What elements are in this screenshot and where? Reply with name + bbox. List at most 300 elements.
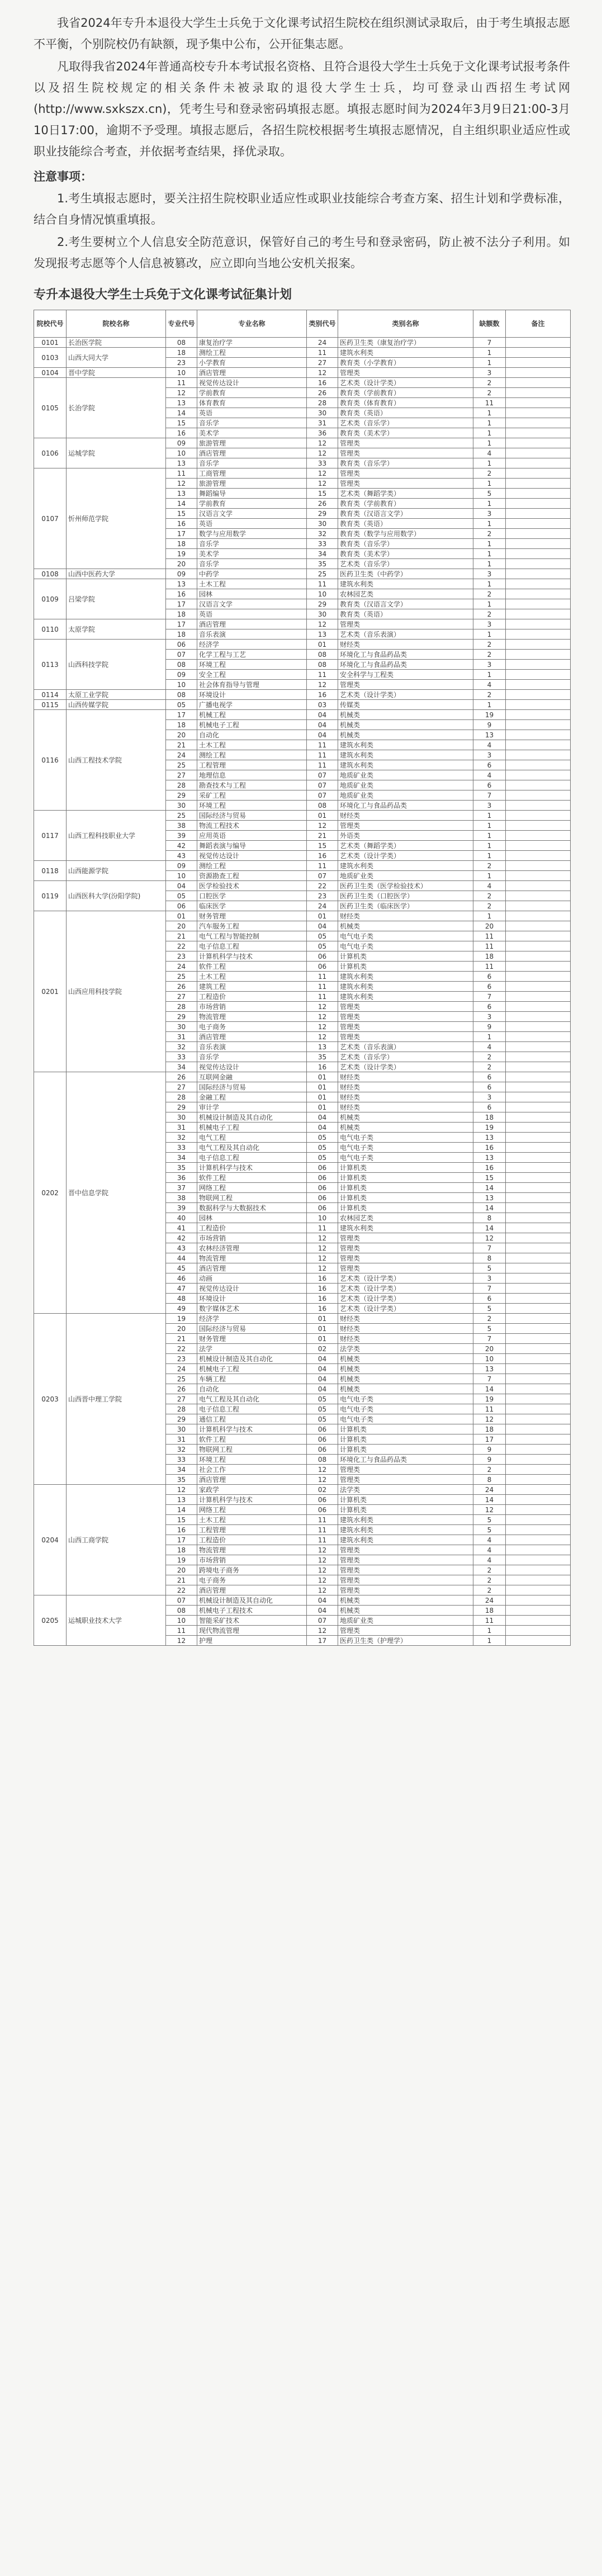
category-code-cell: 04: [307, 1354, 338, 1364]
major-name-cell: 舞蹈表演与编导: [197, 841, 307, 851]
major-name-cell: 酒店管理: [197, 1475, 307, 1485]
major-code-cell: 33: [166, 1455, 197, 1465]
vacancies-cell: 6: [473, 972, 506, 982]
vacancies-cell: 3: [473, 1012, 506, 1022]
category-code-cell: 12: [307, 1002, 338, 1012]
remarks-cell: [506, 1314, 571, 1324]
major-name-cell: 国际经济与贸易: [197, 1324, 307, 1334]
school-name-cell: 太原工业学院: [67, 690, 166, 700]
vacancies-cell: 8: [473, 1475, 506, 1485]
remarks-cell: [506, 921, 571, 931]
major-name-cell: 土木工程: [197, 579, 307, 589]
category-code-cell: 12: [307, 1022, 338, 1032]
vacancies-cell: 13: [473, 1193, 506, 1203]
school-name-cell: 山西传媒学院: [67, 700, 166, 710]
major-code-cell: 26: [166, 982, 197, 992]
major-code-cell: 18: [166, 720, 197, 730]
category-code-cell: 26: [307, 499, 338, 509]
category-name-cell: 教育类（学前教育）: [338, 388, 473, 398]
major-name-cell: 社会体育指导与管理: [197, 680, 307, 690]
remarks-cell: [506, 1273, 571, 1284]
major-code-cell: 28: [166, 780, 197, 790]
vacancies-cell: 9: [473, 1455, 506, 1465]
vacancies-cell: 4: [473, 680, 506, 690]
category-code-cell: 05: [307, 1133, 338, 1143]
major-code-cell: 36: [166, 1173, 197, 1183]
vacancies-cell: 1: [473, 418, 506, 428]
major-name-cell: 舞蹈编导: [197, 489, 307, 499]
remarks-cell: [506, 821, 571, 831]
remarks-cell: [506, 801, 571, 811]
category-code-cell: 11: [307, 982, 338, 992]
major-code-cell: 09: [166, 670, 197, 680]
school-name-cell: 忻州师范学院: [67, 468, 166, 569]
major-code-cell: 13: [166, 458, 197, 468]
major-code-cell: 42: [166, 841, 197, 851]
category-name-cell: 地质矿业类: [338, 871, 473, 881]
major-name-cell: 旅游管理: [197, 438, 307, 448]
major-name-cell: 互联网金融: [197, 1072, 307, 1082]
remarks-cell: [506, 1394, 571, 1404]
vacancies-cell: 1: [473, 559, 506, 569]
category-name-cell: 教育类（英语）: [338, 609, 473, 619]
vacancies-cell: 16: [473, 1143, 506, 1153]
major-name-cell: 工程管理: [197, 1525, 307, 1535]
major-name-cell: 智能采矿技术: [197, 1616, 307, 1626]
remarks-cell: [506, 1364, 571, 1374]
vacancies-cell: 7: [473, 1284, 506, 1294]
major-name-cell: 护理: [197, 1636, 307, 1646]
major-code-cell: 12: [166, 388, 197, 398]
category-code-cell: 06: [307, 1173, 338, 1183]
major-code-cell: 14: [166, 1505, 197, 1515]
remarks-cell: [506, 1555, 571, 1565]
vacancies-cell: 9: [473, 1445, 506, 1455]
vacancies-cell: 2: [473, 609, 506, 619]
category-code-cell: 11: [307, 1223, 338, 1233]
category-name-cell: 艺术类（设计学类）: [338, 851, 473, 861]
remarks-cell: [506, 579, 571, 589]
major-code-cell: 42: [166, 1233, 197, 1243]
category-name-cell: 管理类: [338, 1022, 473, 1032]
vacancies-cell: 1: [473, 458, 506, 468]
vacancies-cell: 6: [473, 1102, 506, 1112]
major-name-cell: 网络工程: [197, 1505, 307, 1515]
category-code-cell: 06: [307, 1495, 338, 1505]
category-name-cell: 传媒类: [338, 700, 473, 710]
category-name-cell: 管理类: [338, 468, 473, 479]
major-code-cell: 24: [166, 750, 197, 760]
major-code-cell: 13: [166, 579, 197, 589]
major-name-cell: 环境工程: [197, 801, 307, 811]
major-code-cell: 35: [166, 1475, 197, 1485]
vacancies-cell: 2: [473, 468, 506, 479]
category-name-cell: 机械类: [338, 1112, 473, 1123]
category-name-cell: 教育类（小学教育）: [338, 358, 473, 368]
major-name-cell: 市场营销: [197, 1002, 307, 1012]
major-name-cell: 电气工程与智能控制: [197, 931, 307, 941]
category-name-cell: 财经类: [338, 1082, 473, 1092]
vacancies-cell: 3: [473, 569, 506, 579]
remarks-cell: [506, 851, 571, 861]
category-name-cell: 计算机类: [338, 951, 473, 962]
remarks-cell: [506, 1193, 571, 1203]
intro-paragraph-1: 我省2024年专升本退役大学生士兵免于文化课考试招生院校在组织测试录取后，由于考生填报志愿不平衡，个别院校仍有缺额，现予集中公布，公开征集志愿。: [34, 16, 570, 51]
major-code-cell: 38: [166, 1193, 197, 1203]
major-name-cell: 工商管理: [197, 468, 307, 479]
major-name-cell: 工程造价: [197, 992, 307, 1002]
category-name-cell: 管理类: [338, 1475, 473, 1485]
major-code-cell: 39: [166, 1203, 197, 1213]
major-name-cell: 测绘工程: [197, 861, 307, 871]
vacancies-cell: 13: [473, 1133, 506, 1143]
vacancies-cell: 14: [473, 1384, 506, 1394]
category-code-cell: 12: [307, 479, 338, 489]
school-code-cell: 0201: [34, 911, 67, 1072]
major-code-cell: 17: [166, 599, 197, 609]
remarks-cell: [506, 690, 571, 700]
major-name-cell: 物联网工程: [197, 1445, 307, 1455]
major-code-cell: 35: [166, 1163, 197, 1173]
school-code-cell: 0103: [34, 348, 67, 368]
major-name-cell: 康复治疗学: [197, 338, 307, 348]
remarks-cell: [506, 1414, 571, 1424]
major-code-cell: 15: [166, 418, 197, 428]
category-code-cell: 23: [307, 891, 338, 901]
category-code-cell: 05: [307, 1414, 338, 1424]
category-name-cell: 电气电子类: [338, 931, 473, 941]
school-code-cell: 0204: [34, 1485, 67, 1595]
vacancies-cell: 19: [473, 1394, 506, 1404]
category-code-cell: 29: [307, 599, 338, 609]
major-name-cell: 安全工程: [197, 670, 307, 680]
major-code-cell: 33: [166, 1052, 197, 1062]
remarks-cell: [506, 388, 571, 398]
category-name-cell: 财经类: [338, 1324, 473, 1334]
category-name-cell: 财经类: [338, 811, 473, 821]
vacancies-cell: 14: [473, 1203, 506, 1213]
vacancies-cell: 2: [473, 1052, 506, 1062]
vacancies-cell: 6: [473, 1002, 506, 1012]
vacancies-cell: 6: [473, 1082, 506, 1092]
remarks-cell: [506, 730, 571, 740]
category-code-cell: 11: [307, 1515, 338, 1525]
category-name-cell: 管理类: [338, 680, 473, 690]
category-code-cell: 35: [307, 1052, 338, 1062]
note-1: 1.考生填报志愿时，要关注招生院校职业适应性或职业技能综合考查方案、招生计划和学费标准，结合自身情况慎重填报。: [34, 192, 570, 226]
category-name-cell: 环境化工与食品药品类: [338, 660, 473, 670]
vacancies-cell: 3: [473, 1273, 506, 1284]
major-code-cell: 21: [166, 1575, 197, 1585]
vacancies-cell: 4: [473, 1555, 506, 1565]
category-name-cell: 建筑水利类: [338, 982, 473, 992]
school-name-cell: 山西工程技术学院: [67, 710, 166, 811]
category-code-cell: 13: [307, 629, 338, 640]
category-code-cell: 01: [307, 1324, 338, 1334]
category-name-cell: 教育类（英语）: [338, 519, 473, 529]
category-code-cell: 11: [307, 740, 338, 750]
remarks-cell: [506, 1334, 571, 1344]
remarks-cell: [506, 1203, 571, 1213]
table-row: [34, 1314, 571, 1324]
major-code-cell: 14: [166, 499, 197, 509]
remarks-cell: [506, 499, 571, 509]
major-name-cell: 口腔医学: [197, 891, 307, 901]
school-name-cell: 长治学院: [67, 378, 166, 438]
category-code-cell: 06: [307, 1183, 338, 1193]
major-code-cell: 31: [166, 1434, 197, 1445]
vacancies-cell: 1: [473, 519, 506, 529]
major-name-cell: 机械电子工程: [197, 720, 307, 730]
category-code-cell: 11: [307, 348, 338, 358]
vacancies-cell: 5: [473, 489, 506, 499]
remarks-cell: [506, 982, 571, 992]
major-code-cell: 05: [166, 891, 197, 901]
remarks-cell: [506, 1173, 571, 1183]
category-code-cell: 16: [307, 1062, 338, 1072]
vacancies-cell: 1: [473, 911, 506, 921]
category-code-cell: 07: [307, 790, 338, 801]
vacancies-cell: 1: [473, 871, 506, 881]
vacancies-cell: 1: [473, 811, 506, 821]
major-name-cell: 资源勘查工程: [197, 871, 307, 881]
major-name-cell: 电子商务: [197, 1022, 307, 1032]
vacancies-cell: 2: [473, 1465, 506, 1475]
notes-title: 注意事项：: [34, 170, 92, 183]
major-code-cell: 20: [166, 730, 197, 740]
category-name-cell: 建筑水利类: [338, 861, 473, 871]
table-title: 专升本退役大学生士兵免于文化课考试征集计划: [34, 288, 292, 302]
vacancies-cell: 11: [473, 941, 506, 951]
category-code-cell: 16: [307, 690, 338, 700]
major-code-cell: 18: [166, 609, 197, 619]
category-name-cell: 教育类（数学与应用数学）: [338, 529, 473, 539]
category-name-cell: 计算机类: [338, 1203, 473, 1213]
category-name-cell: 艺术类（设计学类）: [338, 1304, 473, 1314]
major-name-cell: 环境设计: [197, 1294, 307, 1304]
major-code-cell: 21: [166, 740, 197, 750]
school-code-cell: 0108: [34, 569, 67, 579]
major-name-cell: 环境工程: [197, 660, 307, 670]
vacancies-cell: 2: [473, 1565, 506, 1575]
category-name-cell: 教育类（汉语言文学）: [338, 599, 473, 609]
major-code-cell: 09: [166, 861, 197, 871]
major-code-cell: 37: [166, 1183, 197, 1193]
category-name-cell: 教育类（美术学）: [338, 428, 473, 438]
table-row: [34, 811, 571, 821]
header-school-code: 院校代号: [34, 310, 67, 338]
major-name-cell: 广播电视学: [197, 700, 307, 710]
remarks-cell: [506, 750, 571, 760]
vacancies-cell: 2: [473, 891, 506, 901]
category-name-cell: 电气电子类: [338, 1143, 473, 1153]
major-name-cell: 酒店管理: [197, 1263, 307, 1273]
major-name-cell: 工程造价: [197, 1535, 307, 1545]
major-code-cell: 46: [166, 1273, 197, 1284]
major-name-cell: 视觉传达设计: [197, 851, 307, 861]
remarks-cell: [506, 901, 571, 911]
school-name-cell: 运城学院: [67, 438, 166, 468]
major-code-cell: 07: [166, 1595, 197, 1606]
vacancies-cell: 4: [473, 770, 506, 780]
remarks-cell: [506, 489, 571, 499]
category-code-cell: 12: [307, 1565, 338, 1575]
vacancies-cell: 1: [473, 831, 506, 841]
major-code-cell: 25: [166, 1374, 197, 1384]
major-code-cell: 28: [166, 1002, 197, 1012]
header-remarks: 备注: [506, 310, 571, 338]
category-name-cell: 电气电子类: [338, 1153, 473, 1163]
major-code-cell: 09: [166, 569, 197, 579]
major-code-cell: 25: [166, 811, 197, 821]
remarks-cell: [506, 1636, 571, 1646]
remarks-cell: [506, 1374, 571, 1384]
category-code-cell: 12: [307, 619, 338, 629]
major-code-cell: 08: [166, 1606, 197, 1616]
vacancies-cell: 13: [473, 1364, 506, 1374]
category-name-cell: 机械类: [338, 720, 473, 730]
major-code-cell: 06: [166, 901, 197, 911]
major-name-cell: 音乐学: [197, 1052, 307, 1062]
vacancies-cell: 1: [473, 821, 506, 831]
category-code-cell: 12: [307, 1253, 338, 1263]
major-code-cell: 04: [166, 881, 197, 891]
vacancies-cell: 7: [473, 338, 506, 348]
category-name-cell: 计算机类: [338, 1434, 473, 1445]
category-code-cell: 12: [307, 1475, 338, 1485]
major-name-cell: 物流管理: [197, 1545, 307, 1555]
table-row: [34, 338, 571, 348]
major-code-cell: 18: [166, 1545, 197, 1555]
remarks-cell: [506, 1082, 571, 1092]
category-code-cell: 08: [307, 801, 338, 811]
vacancies-cell: 6: [473, 1072, 506, 1082]
header-category-name: 类别名称: [338, 310, 473, 338]
remarks-cell: [506, 1052, 571, 1062]
category-name-cell: 管理类: [338, 438, 473, 448]
table-row: [34, 378, 571, 388]
category-code-cell: 01: [307, 1102, 338, 1112]
category-code-cell: 15: [307, 841, 338, 851]
major-code-cell: 19: [166, 1314, 197, 1324]
major-code-cell: 20: [166, 559, 197, 569]
school-name-cell: 运城职业技术大学: [67, 1595, 166, 1646]
category-name-cell: 财经类: [338, 1092, 473, 1102]
major-code-cell: 34: [166, 1062, 197, 1072]
major-code-cell: 13: [166, 398, 197, 408]
major-code-cell: 13: [166, 1495, 197, 1505]
remarks-cell: [506, 338, 571, 348]
category-name-cell: 管理类: [338, 1575, 473, 1585]
category-code-cell: 04: [307, 710, 338, 720]
major-code-cell: 30: [166, 1424, 197, 1434]
vacancies-cell: 2: [473, 901, 506, 911]
major-name-cell: 物流管理: [197, 1253, 307, 1263]
major-code-cell: 32: [166, 1133, 197, 1143]
major-name-cell: 小学教育: [197, 358, 307, 368]
category-name-cell: 财经类: [338, 640, 473, 650]
category-name-cell: 管理类: [338, 1565, 473, 1575]
major-name-cell: 学前教育: [197, 388, 307, 398]
major-name-cell: 采矿工程: [197, 790, 307, 801]
major-name-cell: 汉语言文学: [197, 509, 307, 519]
remarks-cell: [506, 941, 571, 951]
remarks-cell: [506, 418, 571, 428]
vacancies-cell: 18: [473, 1424, 506, 1434]
vacancies-cell: 6: [473, 982, 506, 992]
vacancies-cell: 7: [473, 1374, 506, 1384]
major-name-cell: 财务管理: [197, 911, 307, 921]
note-2: 2.考生要树立个人信息安全防范意识，保管好自己的考生号和登录密码，防止被不法分子利用。如发现报考志愿等个人信息被篡改，应立即向当地公安机关报案。: [34, 235, 570, 270]
category-code-cell: 22: [307, 881, 338, 891]
major-code-cell: 34: [166, 1153, 197, 1163]
remarks-cell: [506, 861, 571, 871]
category-code-cell: 06: [307, 962, 338, 972]
major-code-cell: 17: [166, 1535, 197, 1545]
category-name-cell: 管理类: [338, 1545, 473, 1555]
major-name-cell: 自动化: [197, 730, 307, 740]
category-code-cell: 06: [307, 1163, 338, 1173]
category-code-cell: 01: [307, 640, 338, 650]
school-code-cell: 0115: [34, 700, 67, 710]
major-code-cell: 18: [166, 629, 197, 640]
major-code-cell: 29: [166, 1012, 197, 1022]
vacancies-cell: 1: [473, 1032, 506, 1042]
category-name-cell: 管理类: [338, 1263, 473, 1273]
major-code-cell: 10: [166, 368, 197, 378]
category-code-cell: 27: [307, 358, 338, 368]
table-row: [34, 1485, 571, 1495]
vacancies-cell: 19: [473, 1123, 506, 1133]
table-row: [34, 640, 571, 650]
category-code-cell: 05: [307, 1394, 338, 1404]
remarks-cell: [506, 1163, 571, 1173]
category-code-cell: 04: [307, 720, 338, 730]
category-code-cell: 12: [307, 821, 338, 831]
category-code-cell: 05: [307, 931, 338, 941]
major-name-cell: 美术学: [197, 428, 307, 438]
major-name-cell: 法学: [197, 1344, 307, 1354]
table-row: [34, 881, 571, 891]
major-name-cell: 音乐学: [197, 539, 307, 549]
remarks-cell: [506, 1183, 571, 1193]
major-name-cell: 网络工程: [197, 1183, 307, 1193]
major-name-cell: 酒店管理: [197, 368, 307, 378]
vacancies-cell: 4: [473, 1545, 506, 1555]
category-name-cell: 管理类: [338, 1626, 473, 1636]
category-name-cell: 电气电子类: [338, 1414, 473, 1424]
remarks-cell: [506, 1354, 571, 1364]
major-name-cell: 市场营销: [197, 1233, 307, 1243]
major-code-cell: 05: [166, 700, 197, 710]
major-code-cell: 25: [166, 760, 197, 770]
school-name-cell: 晋中信息学院: [67, 1072, 166, 1314]
remarks-cell: [506, 770, 571, 780]
category-code-cell: 16: [307, 851, 338, 861]
category-name-cell: 计算机类: [338, 1424, 473, 1434]
remarks-cell: [506, 1062, 571, 1072]
category-code-cell: 05: [307, 941, 338, 951]
major-name-cell: 音乐学: [197, 418, 307, 428]
major-name-cell: 建筑工程: [197, 982, 307, 992]
category-name-cell: 建筑水利类: [338, 1515, 473, 1525]
category-name-cell: 电气电子类: [338, 1133, 473, 1143]
remarks-cell: [506, 1072, 571, 1082]
vacancies-cell: 2: [473, 1062, 506, 1072]
category-code-cell: 21: [307, 831, 338, 841]
major-code-cell: 11: [166, 378, 197, 388]
table-row: [34, 690, 571, 700]
